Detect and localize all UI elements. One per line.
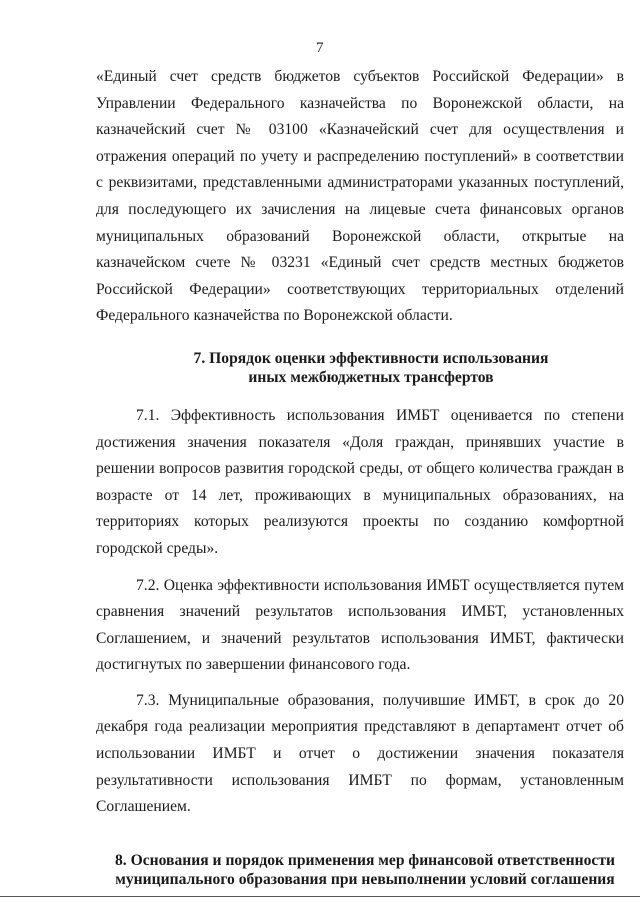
clause-7-1: 7.1. Эффективность использования ИМБТ оценивается по степени достижения значения показателя «Доля граждан, принявших участие в решении вопросов развития городской среды, от общего количества граждан в возрасте от 14 лет, проживающих в муниципальных образованиях, на территориях которых реализуются проекты по созданию комфортной городской среды». xyxy=(96,406,624,557)
page-number: 7 xyxy=(316,40,324,56)
clause-7-2: 7.2. Оценка эффективности использования ИМБТ осуществляется путем сравнения значений результатов использования ИМБТ, установленных Соглашением, и значений результатов использования ИМБТ, фактически достигнутых по завершении финансового года. xyxy=(96,576,624,674)
section-8-heading-line-2: муниципального образования при невыполнении условий соглашения xyxy=(115,871,615,889)
section-8-heading xyxy=(96,851,624,890)
page-content xyxy=(96,64,624,890)
section-7-heading xyxy=(96,349,624,388)
section-8-heading-line-1: 8. Основания и порядок применения мер финансовой ответственности xyxy=(115,851,615,869)
clause-7-3: 7.3. Муниципальные образования, получившие ИМБТ, в срок до 20 декабря года реализации мероприятия представляют в департамент отчет об использовании ИМБТ и отчет о достижении значения показателя результативности использования ИМБТ по формам, установленным Соглашением. xyxy=(96,691,624,816)
page-bottom-edge xyxy=(0,896,640,897)
section-7-heading-line-1: 7. Порядок оценки эффективности использования xyxy=(193,349,549,367)
intro-paragraph: «Единый счет средств бюджетов субъектов Российской Федерации» в Управлении Федерального казначейства по Воронежской области, на казначейский счет № 03100 «Казначейский счет для осуществления и отражения операций по учету и распределению поступлений» в соответствии с реквизитами, представленными администраторами указанных поступлений, для последующего их зачисления на лицевые счета финансовых органов муниципальных образований Воронежской области, открытые на казначейском счете № 03231 «Единый счет средств местных бюджетов Российской Федерации» соответствующих территориальных отделений Федерального казначейства по Воронежской области. xyxy=(96,68,624,325)
section-7-heading-line-2: иных межбюджетных трансфертов xyxy=(248,369,494,387)
